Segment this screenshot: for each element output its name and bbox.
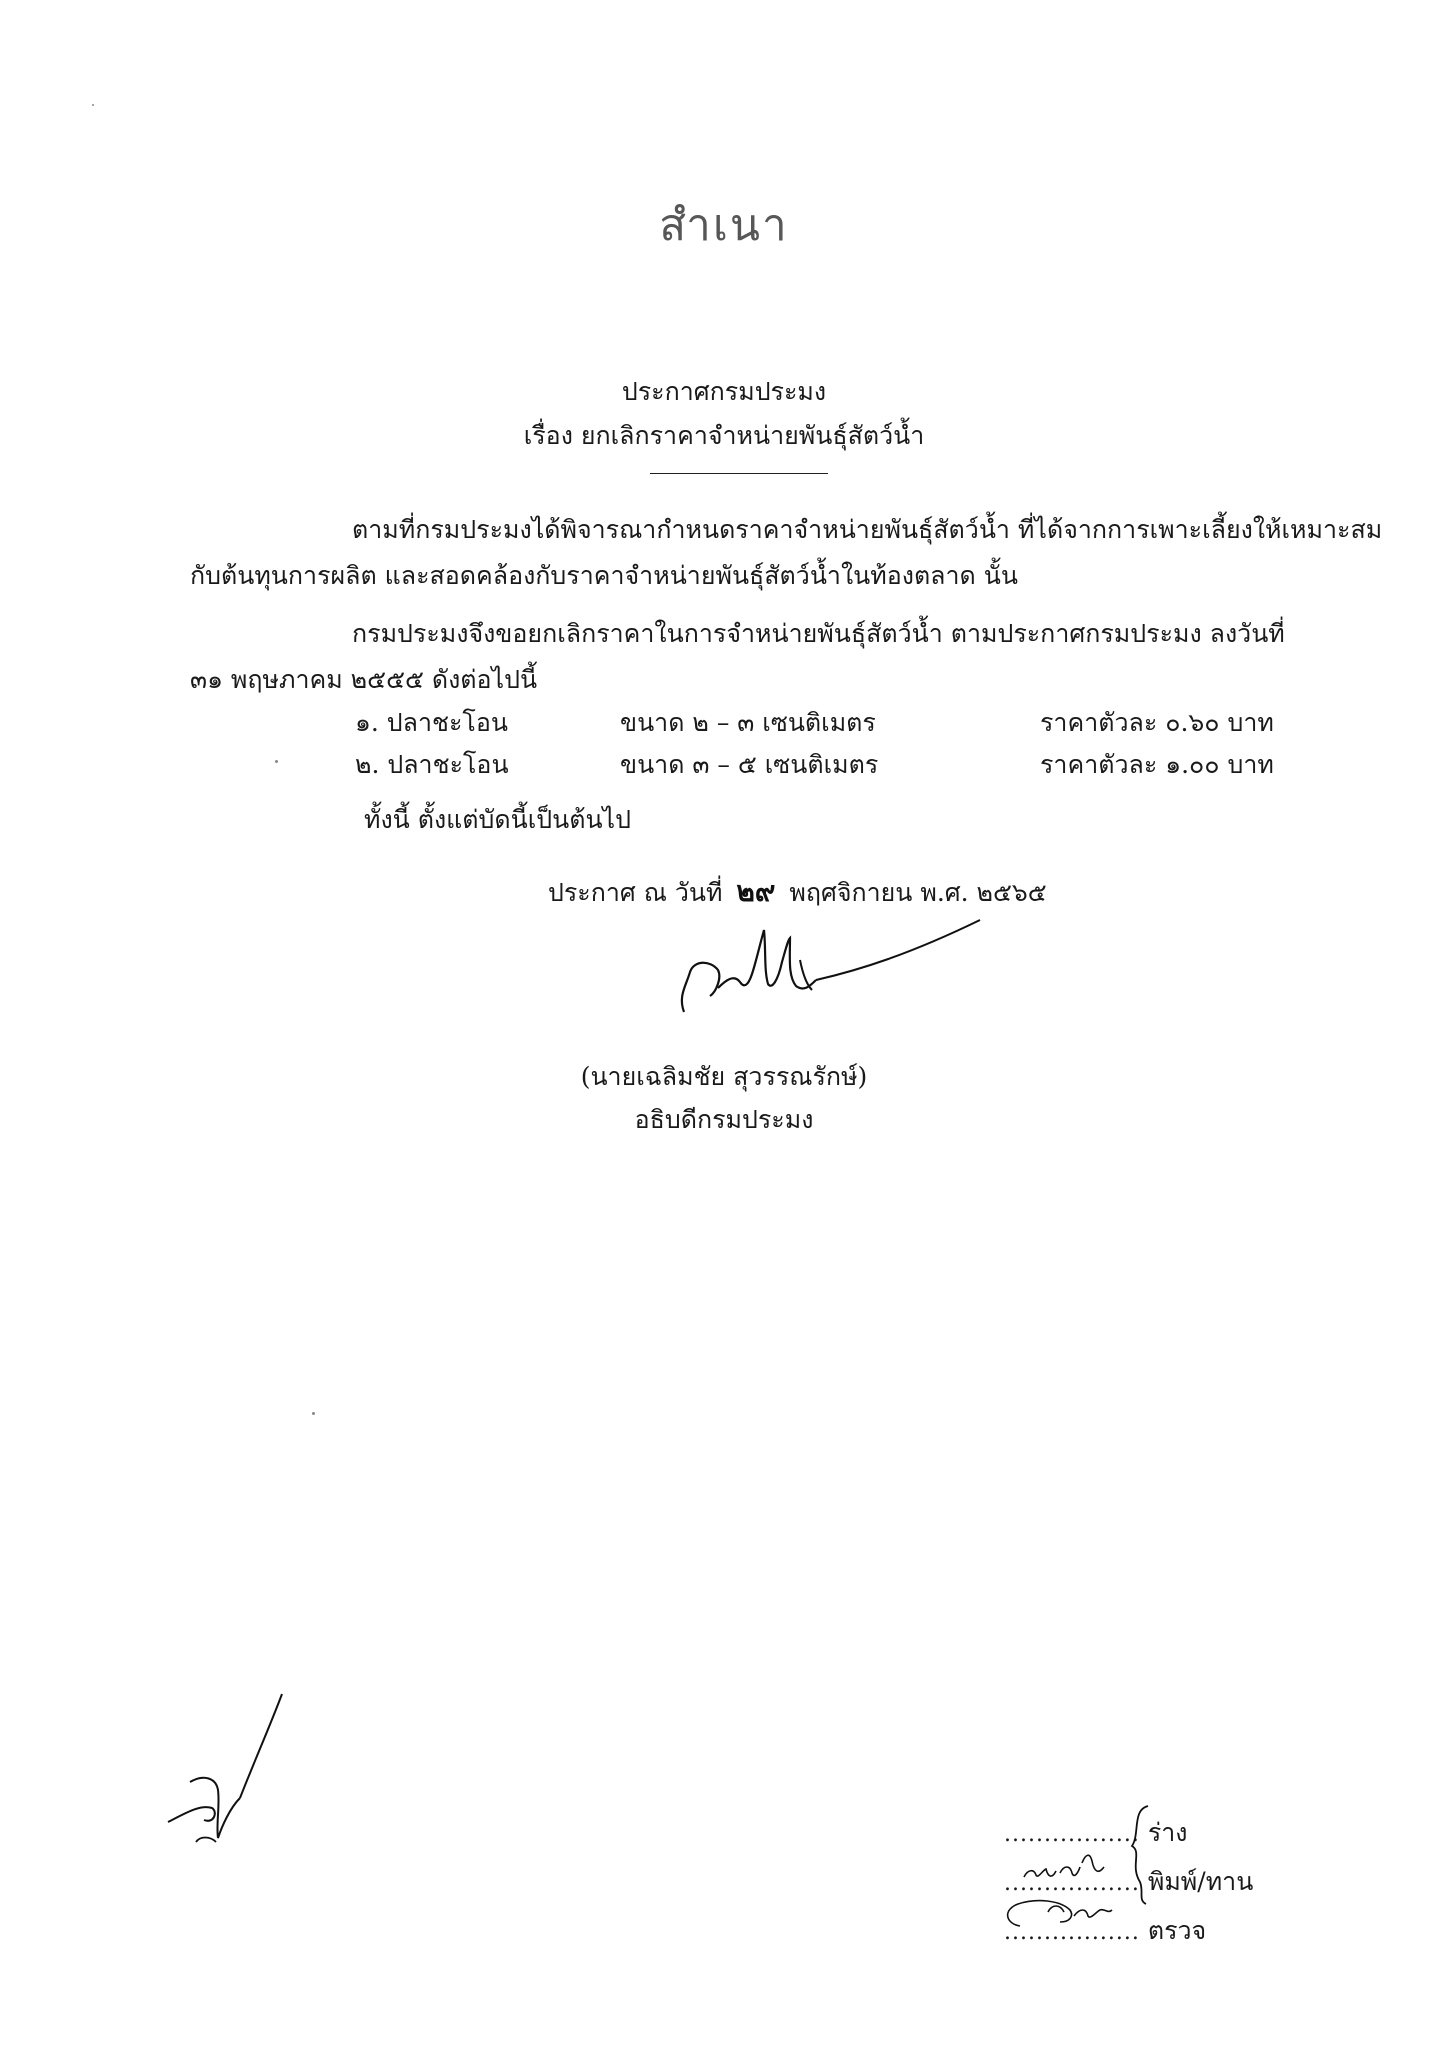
scan-speck	[92, 104, 94, 106]
item-1-size: ขนาด ๒ – ๓ เซนติเมตร	[620, 708, 876, 737]
footer-draft-row: ................. ร่าง	[1004, 1818, 1188, 1847]
title-divider	[650, 473, 828, 474]
effective-statement: ทั้งนี้ ตั้งแต่บัดนี้เป็นต้นไป	[364, 805, 631, 834]
scan-speck	[312, 1412, 315, 1415]
announcement-subject: เรื่อง ยกเลิกราคาจำหน่ายพันธุ์สัตว์น้ำ	[523, 421, 925, 450]
footer-typed-row: ................. พิมพ์/ทาน	[1004, 1867, 1254, 1896]
footer-checked-initials	[1000, 1890, 1140, 1935]
signatory-name: (นายเฉลิมชัย สุวรรณรักษ์)	[580, 1062, 868, 1091]
item-2-size: ขนาด ๓ – ๕ เซนติเมตร	[620, 750, 879, 779]
para2-line2: ๓๑ พฤษภาคม ๒๕๕๕ ดังต่อไปนี้	[190, 665, 538, 694]
signatory-title: อธิบดีกรมประมง	[634, 1105, 814, 1134]
dateline-prefix: ประกาศ ณ วันที่	[548, 878, 723, 907]
director-signature	[660, 900, 990, 1030]
dateline-day: ๒๙	[736, 875, 776, 908]
item-2-name: ๒. ปลาชะโอน	[355, 750, 509, 779]
dateline-suffix: พฤศจิกายน พ.ศ. ๒๕๖๕	[789, 878, 1047, 907]
para1-line1: ตามที่กรมประมงได้พิจารณากำหนดราคาจำหน่ายพันธุ์สัตว์น้ำ ที่ได้จากการเพาะเลี้ยงให้เหมาะสม	[352, 515, 1383, 544]
footer-typed-label: พิมพ์/ทาน	[1147, 1867, 1254, 1896]
copy-stamp: สำเนา	[659, 200, 789, 251]
footer-checked-row: ................. ตรวจ	[1004, 1916, 1207, 1945]
footer-draft-label: ร่าง	[1147, 1818, 1188, 1847]
item-1-name: ๑. ปลาชะโอน	[355, 708, 508, 737]
footer-typed-initials	[1020, 1845, 1120, 1885]
item-2-price: ราคาตัวละ ๑.๐๐ บาท	[1040, 750, 1274, 779]
announcement-org: ประกาศกรมประมง	[621, 377, 827, 406]
footer-checked-label: ตรวจ	[1147, 1916, 1207, 1945]
item-1-price: ราคาตัวละ ๐.๖๐ บาท	[1040, 708, 1274, 737]
para2-line1: กรมประมงจึงขอยกเลิกราคาในการจำหน่ายพันธุ์สัตว์น้ำ ตามประกาศกรมประมง ลงวันที่	[352, 619, 1285, 648]
initials-signature	[160, 1690, 340, 1860]
para1-line2: กับต้นทุนการผลิต และสอดคล้องกับราคาจำหน่ายพันธุ์สัตว์น้ำในท้องตลาด นั้น	[190, 561, 1018, 590]
scan-speck	[275, 760, 278, 763]
